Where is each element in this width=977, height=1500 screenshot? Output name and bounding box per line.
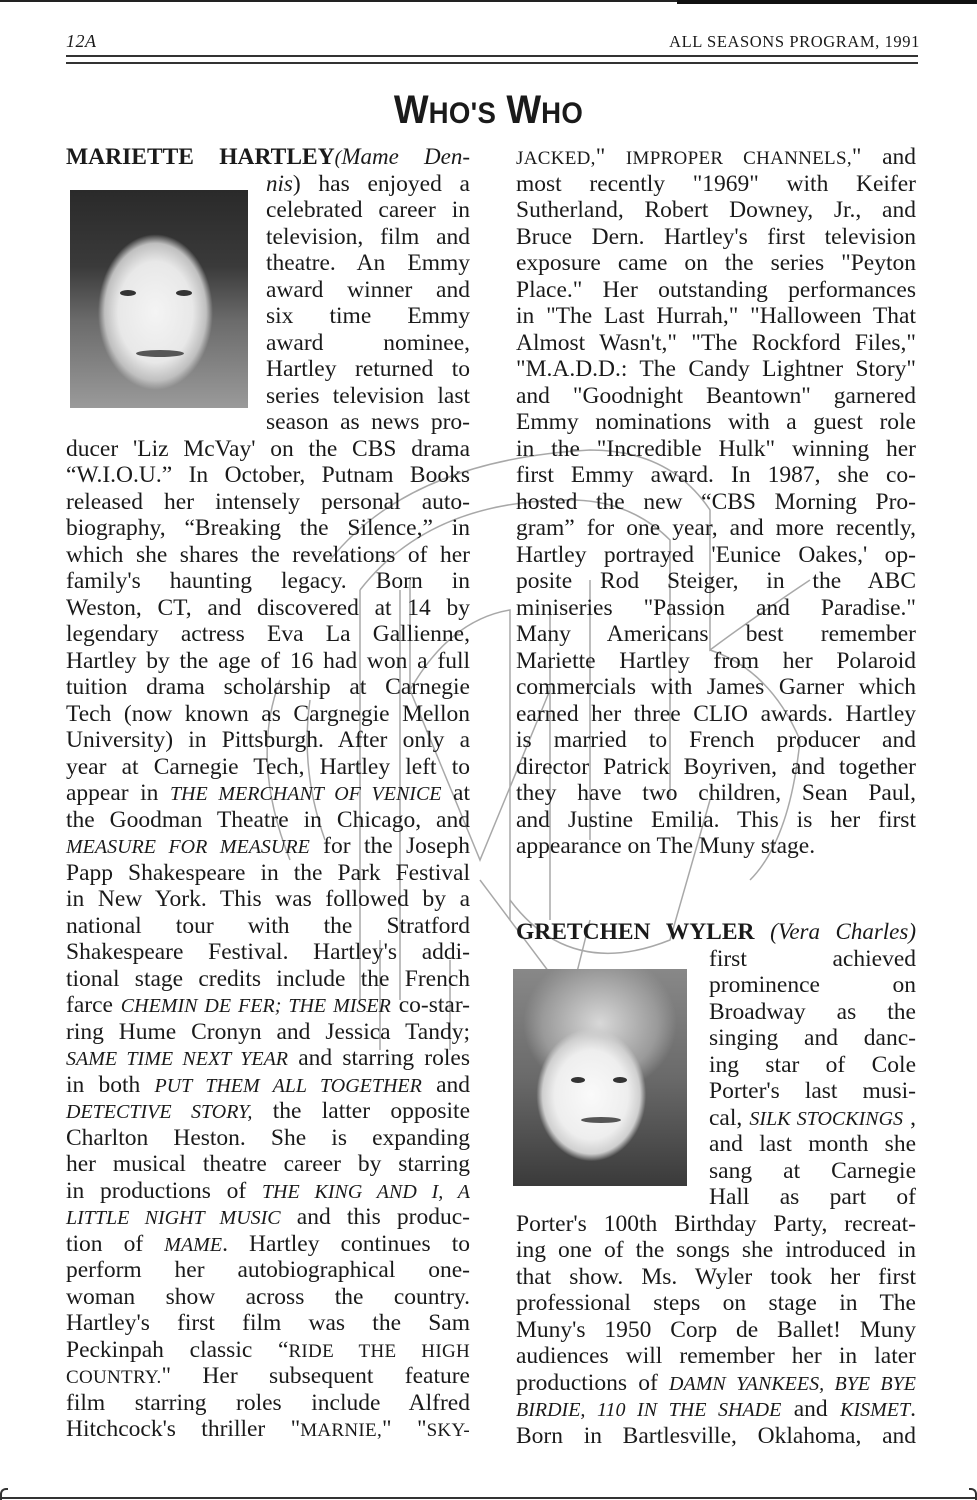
bio-text: woman show across the country. [66, 1283, 470, 1310]
bio-text-line [516, 919, 916, 946]
bio-text-line [66, 595, 470, 622]
bio-text: year at Carnegie Tech, Hartley left to [66, 753, 470, 780]
bio-text: farce [66, 992, 121, 1018]
bio-text: "M.A.D.D.: The Candy Lightner Story" [516, 356, 916, 382]
page-bottom-border [0, 1497, 977, 1499]
show-title: DETECTIVE STORY, [66, 1101, 253, 1123]
bio-text: sang at Carnegie [709, 1157, 916, 1184]
page-top-border-thick [677, 0, 977, 4]
show-title: KISMET [840, 1399, 911, 1422]
bio-text: ing one of the songs she introduced in [516, 1237, 916, 1264]
bio-text-line [66, 807, 470, 834]
column-right [516, 144, 916, 1449]
bio-text-line [709, 1025, 916, 1052]
bio-text: exposure came on the series "Peyton [516, 250, 916, 276]
bio-text-line [266, 197, 470, 224]
bio-text: perform her autobiographical one- [66, 1257, 470, 1283]
bio-text: first achieved [709, 945, 916, 972]
bio-text-line [709, 946, 916, 973]
bio-text: legendary actress Eva La Gallienne, [66, 621, 470, 647]
bio-text-line [66, 1363, 470, 1390]
bio-text: at [441, 780, 470, 806]
bio-text: productions of [516, 1369, 670, 1396]
bio-text-line [516, 727, 916, 754]
bio-text: and this produc- [280, 1204, 470, 1230]
bio-text: ( [334, 147, 342, 169]
bio-text-line [709, 1158, 916, 1185]
bio-text-line [516, 224, 916, 251]
header-rule-bottom [66, 62, 918, 64]
bio-text-line [66, 515, 470, 542]
title-smallcaps: HO [541, 97, 584, 130]
bio-text-line [66, 144, 470, 171]
bio-text: they have two children, Sean Paul, [516, 780, 916, 806]
bio-text: director Patrick Boyriven, and together [516, 753, 916, 780]
bio-text-line [66, 1257, 470, 1284]
bio-text-line [516, 409, 916, 436]
bio-text: is married to French producer and [516, 727, 916, 753]
bio-text-line [66, 568, 470, 595]
page-corner [969, 1488, 977, 1500]
bio-text: Emmy nominations with a guest role [516, 409, 916, 435]
bio-text: posite Rod Steiger, in the ABC [516, 568, 916, 594]
bio-text: celebrated career in [266, 197, 470, 223]
bio-text-line [516, 277, 916, 304]
bio-text: Muny's 1950 Corp de Ballet! Muny [516, 1316, 916, 1343]
bio-text: theatre. An Emmy [266, 250, 470, 276]
bio-text: tion of [66, 1230, 165, 1257]
bio-text-line [66, 1178, 470, 1205]
bio-text: six time Emmy [266, 303, 470, 329]
bio-text: for the Joseph [309, 833, 470, 859]
bio-text: " and [851, 144, 917, 170]
bio-text: biography, “Breaking the Silence,” in [66, 515, 470, 541]
bio-text-line [516, 595, 916, 622]
bio-text: earned her three CLIO awards. Hartley [516, 700, 916, 727]
show-title: SILK STOCKINGS [749, 1107, 904, 1130]
bio-text: released her intensely personal auto- [66, 488, 470, 515]
bio-text: “W.I.O.U.” In October, Putnam Books [66, 462, 470, 488]
bio-text-line [266, 330, 470, 357]
bio-text: Many Americans best remember [516, 621, 916, 647]
bio-text-line [66, 992, 470, 1019]
bio-text: her musical theatre career by starring [66, 1151, 470, 1177]
bio-text: miniseries "Passion and Paradise." [516, 594, 916, 621]
bio-text-line [516, 250, 916, 277]
bio-text: Porter's last musi- [709, 1078, 916, 1105]
bio-text: Bruce Dern. Hartley's first television [516, 223, 916, 250]
bio-text-line [516, 780, 916, 807]
show-title: PUT THEM ALL TOGETHER [154, 1074, 422, 1097]
page-title [39, 88, 938, 133]
bio-text-line [66, 913, 470, 940]
bio-text: " Her subsequent feature [161, 1363, 470, 1389]
bio-text: Porter's 100th Birthday Party, recreat- [516, 1210, 916, 1237]
bio-text-line [709, 1078, 916, 1105]
bio-text-line [66, 860, 470, 887]
bio-text-line [516, 462, 916, 489]
bio-text-line [709, 1184, 916, 1211]
bio-text-line [266, 409, 470, 436]
bio-text-line [516, 1423, 916, 1450]
film-title: MARNIE, [300, 1420, 383, 1441]
bio-text: Place." Her outstanding performances [516, 276, 916, 303]
bio-text-line [66, 1125, 470, 1152]
bio-text-line [66, 1045, 470, 1072]
bio-text: television, film and [266, 223, 470, 250]
bio-text-line [516, 1370, 916, 1397]
bio-text: award nominee, [266, 329, 470, 356]
bio-text: . [910, 1396, 916, 1423]
bio-text: University) in Pittsburgh. After only a [66, 727, 470, 753]
film-title: IMPROPER CHANNELS, [625, 148, 852, 169]
bio-text-line [266, 171, 470, 198]
bio-text-line [66, 462, 470, 489]
bio-text-line [66, 1204, 470, 1231]
bio-text: , [903, 1104, 916, 1131]
bio-text: Weston, CT, and discovered at 14 by [66, 594, 470, 621]
bio-text-line [516, 701, 916, 728]
bio-text-line [709, 972, 916, 999]
bio-text-line [516, 807, 916, 834]
bio-text: and "Goodnight Beantown" garnered [516, 382, 916, 409]
film-title: COUNTRY. [66, 1367, 162, 1388]
bio-text: commercials with James Garner which [516, 674, 916, 700]
bio-text: Sutherland, Robert Downey, Jr., and [516, 197, 916, 223]
bio-text: in both [66, 1071, 155, 1098]
bio-text-line [66, 780, 470, 807]
bio-text-line [66, 754, 470, 781]
bio-text: Hitchcock's thriller " [66, 1416, 301, 1442]
publication-title: ALL SEASONS PROGRAM, 1991 [669, 32, 920, 51]
bio-text: Hartley by the age of 16 had won a full [66, 647, 470, 674]
bio-text: Hartley portrayed 'Eunice Oakes,' op- [516, 541, 916, 568]
page-number: 12A [66, 31, 97, 51]
bio-text-line [66, 1310, 470, 1337]
bio-name: GRETCHEN WYLER [516, 919, 771, 946]
bio-text-line [66, 727, 470, 754]
bio-text: professional steps on stage in The [516, 1290, 916, 1317]
bio-text: award winner and [266, 276, 470, 303]
bio-text-line [66, 1072, 470, 1099]
film-title: SKY- [426, 1420, 470, 1441]
bio-text-line [66, 1416, 470, 1443]
bio-text-line [266, 224, 470, 251]
bio-text: appearance on The Muny stage. [516, 833, 816, 859]
title-letter: W [393, 88, 429, 132]
bio-text-line [516, 1290, 916, 1317]
bio-text: audiences will remember her in later [516, 1343, 916, 1370]
bio-text-line [66, 1337, 470, 1364]
bio-text: Hall as part of [709, 1184, 916, 1211]
bio-text-line [516, 754, 916, 781]
bio-text-line [516, 489, 916, 516]
bio-text-line [709, 1052, 916, 1079]
show-title: THE KING AND I, A [261, 1180, 470, 1203]
bio-text: season as news pro- [266, 409, 470, 435]
bio-text: ring Hume Cronyn and Jessica Tandy; [66, 1018, 470, 1045]
bio-text: the latter opposite [252, 1098, 470, 1124]
bio-text: Shakespeare Festival. Hartley's addi- [66, 939, 470, 965]
bio-text: that show. Ms. Wyler took her first [516, 1263, 916, 1290]
show-title: SAME TIME NEXT YEAR [66, 1048, 289, 1070]
bio-text-line [516, 171, 916, 198]
bio-text-line [709, 999, 916, 1026]
show-title: THE MERCHANT OF VENICE [169, 783, 442, 805]
bio-text-line [266, 383, 470, 410]
bio-text: ) has enjoyed a [292, 170, 470, 197]
bio-text: cal, [709, 1104, 750, 1131]
show-title: MEASURE FOR MEASURE [66, 836, 310, 858]
bio-text-line [66, 1151, 470, 1178]
bio-text-line [66, 1098, 470, 1125]
bio-text-line [516, 356, 916, 383]
bio-text-line [516, 833, 916, 860]
show-title: CHEMIN DE FER; THE MISER [120, 995, 391, 1017]
bio-text: gram” for one year, and more recently, [516, 515, 916, 541]
bio-text: Charlton Heston. She is expanding [66, 1124, 470, 1151]
bio-text: the Goodman Theatre in Chicago, and [66, 806, 470, 833]
bio-role: Mame Den- [341, 144, 470, 169]
bio-text-line [516, 330, 916, 357]
bio-text: national tour with the Stratford [66, 912, 470, 939]
bio-text: singing and danc- [709, 1025, 916, 1052]
bio-text-line [66, 621, 470, 648]
show-title: MAME [164, 1233, 223, 1256]
bio-text-line [516, 144, 916, 171]
bio-text: tuition drama scholarship at Carnegie [66, 674, 470, 700]
bio-text-line [66, 1019, 470, 1046]
bio-text: in the "Incredible Hulk" winning her [516, 435, 916, 462]
bio-text-line [66, 966, 470, 993]
show-title: DAMN YANKEES, BYE BYE [669, 1372, 916, 1395]
bio-text: tional stage credits include the French [66, 965, 470, 992]
bio-text-line [66, 489, 470, 516]
bio-text-line [516, 1396, 916, 1423]
bio-text-line [516, 1317, 916, 1344]
bio-text-line [266, 277, 470, 304]
bio-text: co-star- [390, 992, 470, 1018]
bio-text-line [66, 701, 470, 728]
bio-text-line [66, 1284, 470, 1311]
bio-text: Born in Bartlesville, Oklahoma, and [516, 1422, 916, 1449]
bio-text: " " [382, 1416, 427, 1442]
bio-text: and last month she [709, 1131, 916, 1158]
bio-text: prominence on [709, 972, 916, 999]
bio-text: film starring roles include Alfred [66, 1389, 470, 1416]
bio-text: Hartley returned to [266, 356, 470, 382]
bio-text: Mariette Hartley from her Polaroid [516, 647, 916, 674]
bio-text-line [516, 674, 916, 701]
bio-text-line [66, 542, 470, 569]
bio-text: and Justine Emilia. This is her first [516, 806, 916, 833]
bio-name: MARIETTE HARTLEY [66, 144, 335, 170]
film-title: JACKED, [516, 148, 596, 169]
bio-text-line [516, 542, 916, 569]
bio-text: Papp Shakespeare in the Park Festival [66, 859, 470, 886]
bio-text-line [709, 1131, 916, 1158]
bio-text-line [516, 1264, 916, 1291]
bio-text: in New York. This was followed by a [66, 886, 470, 912]
bio-role: (Vera Charles) [770, 919, 916, 945]
bio-text: which she shares the revelations of her [66, 541, 470, 568]
bio-text: " [595, 144, 626, 170]
page-corner [0, 1488, 8, 1500]
bio-text-line [66, 436, 470, 463]
bio-text-line [66, 833, 470, 860]
bio-text-line [516, 197, 916, 224]
section-spacer [516, 860, 916, 920]
bio-text-line [516, 1237, 916, 1264]
bio-text: . Hartley continues to [222, 1230, 470, 1257]
bio-text: first Emmy award. In 1987, she co- [516, 462, 916, 488]
bio-text-line [66, 1231, 470, 1258]
bio-text: in "The Last Hurrah," "Halloween That [516, 303, 916, 329]
bio-text-line [516, 515, 916, 542]
bio-text-line [66, 674, 470, 701]
bio-text-line [516, 303, 916, 330]
bio-text-line [266, 356, 470, 383]
column-left [66, 144, 470, 1443]
bio-text: Almost Wasn't," "The Rockford Files," [516, 329, 916, 356]
bio-text-line [516, 1211, 916, 1238]
bio-text-line [266, 303, 470, 330]
bio-text: ing star of Cole [709, 1051, 916, 1078]
bio-text: Hartley's first film was the Sam [66, 1310, 470, 1336]
title-smallcaps: S [477, 97, 497, 130]
bio-text: family's haunting legacy. Born in [66, 568, 470, 594]
bio-text: hosted the new “CBS Morning Pro- [516, 488, 916, 515]
bio-text: ducer 'Liz McVay' on the CBS drama [66, 435, 470, 462]
bio-text-line [516, 568, 916, 595]
film-title: RIDE THE HIGH [288, 1340, 470, 1362]
bio-text: Peckinpah classic “ [66, 1336, 289, 1363]
title-smallcaps: HO [428, 97, 471, 130]
bio-text: series television last [266, 382, 470, 409]
header-rule-top [66, 55, 918, 57]
bio-text-line [66, 1390, 470, 1417]
bio-text: in productions of [66, 1177, 262, 1204]
bio-role: nis [266, 170, 293, 196]
bio-text: Tech (now known as Cargnegie Mellon [66, 700, 470, 727]
show-title: LITTLE NIGHT MUSIC [66, 1207, 281, 1229]
bio-text-line [516, 383, 916, 410]
bio-text: most recently "1969" with Keifer [516, 170, 916, 197]
bio-text-line [516, 436, 916, 463]
bio-text-line [66, 939, 470, 966]
bio-text-line [516, 621, 916, 648]
bio-text: and [421, 1071, 470, 1098]
bio-text: and starring roles [288, 1045, 470, 1071]
bio-text-line [66, 648, 470, 675]
bio-text-line [709, 1105, 916, 1132]
bio-text-line [516, 648, 916, 675]
bio-text-line [516, 1343, 916, 1370]
title-apostrophe: ' [470, 97, 478, 130]
bio-text-line [66, 886, 470, 913]
bio-text: Broadway as the [709, 998, 916, 1025]
bio-text: and [781, 1396, 841, 1423]
title-letter: W [506, 88, 542, 132]
bio-text-line [266, 250, 470, 277]
show-title: BIRDIE, 110 IN THE SHADE [516, 1399, 782, 1422]
bio-text: appear in [66, 780, 170, 806]
